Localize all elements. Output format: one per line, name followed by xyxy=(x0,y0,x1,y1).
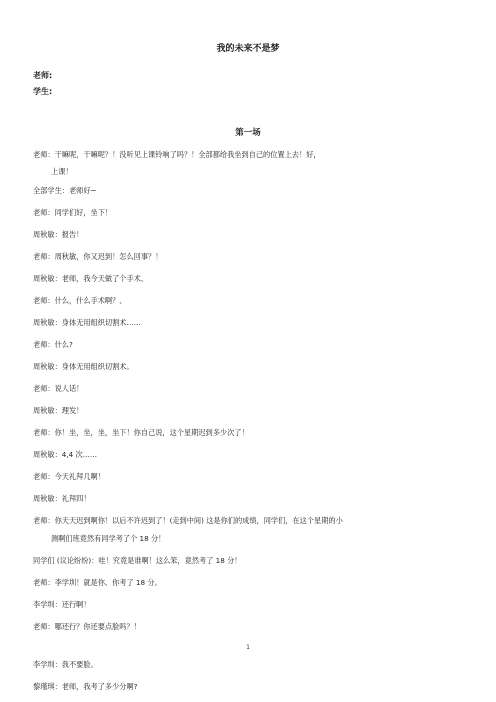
script-line: 周秋敏：4,4 次…… xyxy=(33,450,98,459)
script-line: 测啊们班竟然有同学考了个 18 分！ xyxy=(51,534,166,543)
teacher-field-label: 老师: xyxy=(33,71,53,80)
script-line: 老师：哪还行？你还要点脸吗？！ xyxy=(33,622,141,631)
script-line: 老师：说人话！ xyxy=(33,384,84,393)
script-line: 李学圳：还行啊！ xyxy=(33,600,91,609)
script-line: 老师：你天天迟到啊你！以后不许迟到了！(走到中间) 这是你们的成绩，同学们，在这个星期的小 xyxy=(33,516,343,525)
script-line: 老师：干嘛呢，干嘛呢？！没听见上课铃响了吗？！全部都给我坐到自己的位置上去！好， xyxy=(33,150,321,159)
script-line: 周秋敏：理发！ xyxy=(33,406,84,415)
script-line: 上课！ xyxy=(51,167,73,176)
script-line: 周秋敏：老师，我今天做了个手术、 xyxy=(33,274,149,283)
scene-heading: 第一场 xyxy=(235,128,261,138)
script-line: 老师：你！坐，坐，坐，坐下！你自己说，这个星期迟到多少次了！ xyxy=(33,428,249,437)
script-line: 老师：什么? xyxy=(33,340,73,349)
script-line: 老师：周秋敏，你又迟到！怎么回事？！ xyxy=(33,252,163,261)
script-line: 全部学生：老师好~ xyxy=(33,186,97,195)
students-field-label: 学生: xyxy=(33,87,53,96)
script-line: 周秋敏：礼拜四！ xyxy=(33,494,91,503)
script-line: 老师：李学圳！就是你、你考了 18 分。 xyxy=(33,578,162,587)
script-line: 老师：什么，什么手术啊？、 xyxy=(33,296,127,305)
script-line: 同学们 (议论纷纷)：哇！究竟是谁啊！这么笨，竟然考了 18 分！ xyxy=(33,556,242,565)
script-line: 李学圳：我不要脸。 xyxy=(33,660,98,669)
document-title: 我的未来不是梦 xyxy=(216,44,280,54)
script-line: 老师：今天礼拜几啊！ xyxy=(33,472,105,481)
script-line: 周秋敏：身体无用组织切割术…… xyxy=(33,318,141,327)
script-line: 黎瑾琪：老师，我考了多少分啊? xyxy=(33,682,138,691)
script-line: 周秋敏：身体无用组织切割术。 xyxy=(33,362,134,371)
page-number: 1 xyxy=(246,644,250,651)
script-line: 老师：同学们好，坐下！ xyxy=(33,208,113,217)
script-line: 周秋敏：报告！ xyxy=(33,230,84,239)
